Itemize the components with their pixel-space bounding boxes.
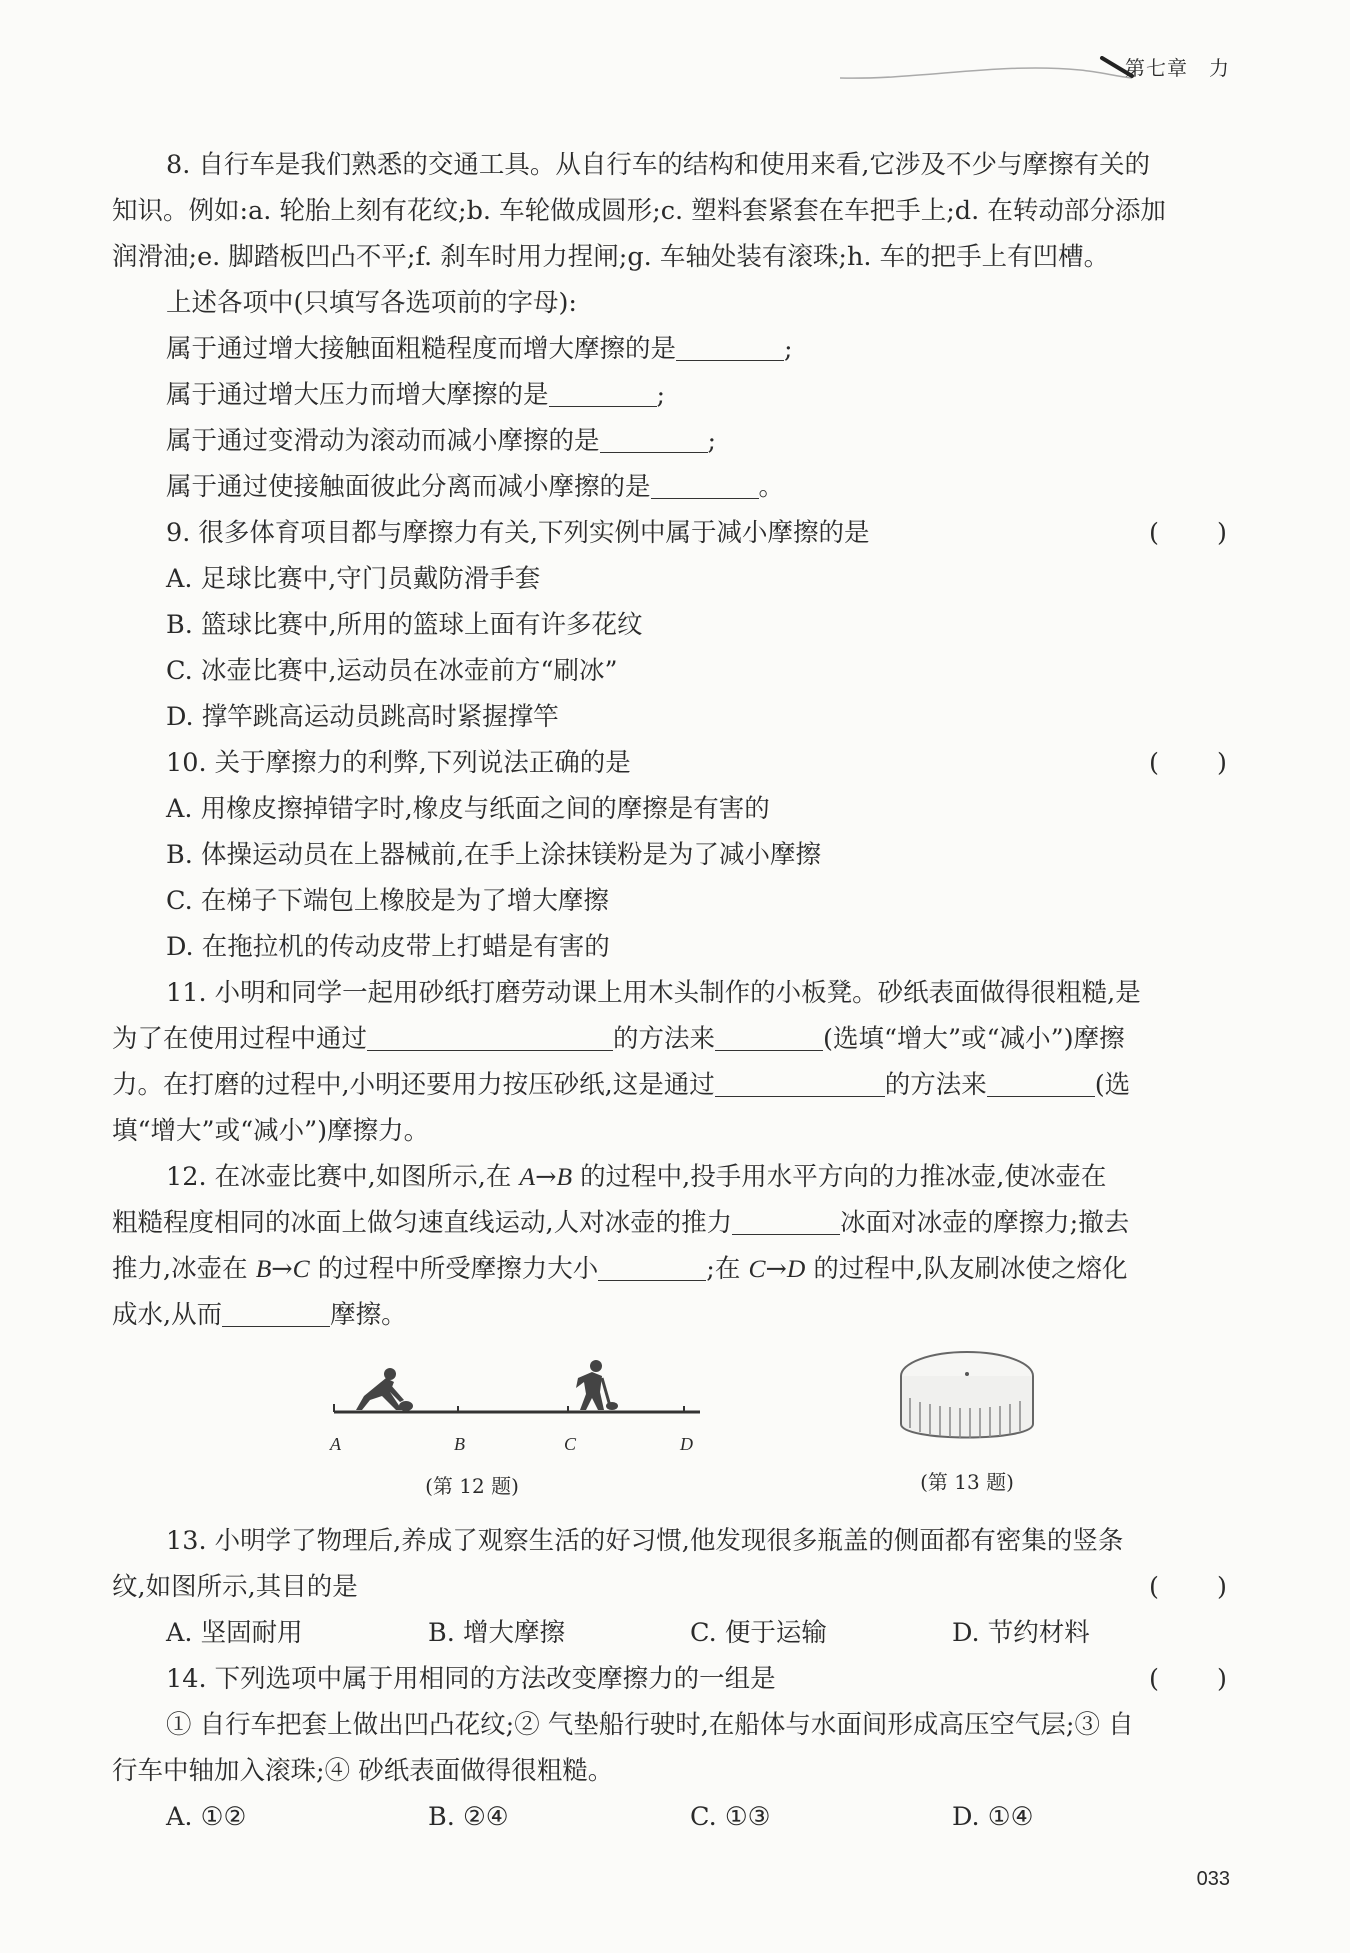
header-swoosh-decoration (840, 56, 1140, 86)
answer-blank[interactable] (222, 1296, 330, 1327)
answer-blank[interactable] (732, 1204, 840, 1235)
q9-option-c: C. 冰壶比赛中,运动员在冰壶前方“刷冰” (166, 656, 618, 686)
answer-blank[interactable] (549, 376, 657, 407)
q13-line1: 13. 小明学了物理后,养成了观察生活的好习惯,他发现很多瓶盖的侧面都有密集的竖条 (166, 1526, 1124, 1556)
q10-option-a: A. 用橡皮擦掉错字时,橡皮与纸面之间的摩擦是有害的 (166, 794, 770, 824)
q14-option-d[interactable]: D. ①④ (952, 1802, 1034, 1832)
q8-line4: 上述各项中(只填写各选项前的字母): (166, 288, 577, 318)
q10-option-c: C. 在梯子下端包上橡胶是为了增大摩擦 (166, 886, 609, 916)
q8-sub4: 属于通过使接触面彼此分离而减小摩擦的是 。 (112, 464, 1227, 510)
q13-line2: 纹,如图所示,其目的是 ( ) (112, 1564, 1227, 1610)
answer-blank[interactable] (598, 1250, 706, 1281)
q10-option-d: D. 在拖拉机的传动皮带上打蜡是有害的 (166, 932, 610, 962)
figure-12-caption: (第 12 题) (425, 1474, 519, 1498)
figures-row (112, 1338, 1227, 1518)
curling-illustration (330, 1356, 704, 1436)
answer-paren[interactable]: ( ) (1149, 1572, 1227, 1602)
answer-paren[interactable]: ( ) (1149, 1664, 1227, 1694)
q11-line3: 力。在打磨的过程中,小明还要用力按压砂纸,这是通过 的方法来 (选 (112, 1062, 1227, 1108)
q11-line1: 11. 小明和同学一起用砂纸打磨劳动课上用木头制作的小板凳。砂纸表面做得很粗糙,是 (166, 978, 1141, 1008)
q8-sub2: 属于通过增大压力而增大摩擦的是 ; (112, 372, 1227, 418)
q9-option-a: A. 足球比赛中,守门员戴防滑手套 (166, 564, 541, 594)
q9-stem: 9. 很多体育项目都与摩擦力有关,下列实例中属于减小摩擦的是 ( ) (112, 510, 1227, 556)
answer-blank[interactable] (715, 1066, 885, 1097)
q10-stem: 10. 关于摩擦力的利弊,下列说法正确的是 ( ) (112, 740, 1227, 786)
answer-blank[interactable] (715, 1020, 823, 1051)
q8-sub1: 属于通过增大接触面粗糙程度而增大摩擦的是 ; (112, 326, 1227, 372)
answer-blank[interactable] (367, 1020, 613, 1051)
q13-options (112, 1610, 1227, 1656)
q14-option-b[interactable]: B. ②④ (428, 1802, 509, 1832)
q11-line2: 为了在使用过程中通过 的方法来 (选填“增大”或“减小”)摩擦 (112, 1016, 1227, 1062)
answer-blank[interactable] (600, 422, 708, 453)
sweeper-figure (576, 1360, 618, 1410)
q12-line1: 12. 在冰壶比赛中,如图所示,在 A→B 的过程中,投手用水平方向的力推冰壶,使冰壶在 (166, 1162, 1107, 1192)
q12-line4: 成水,从而 摩擦。 (112, 1292, 1227, 1338)
q14-option-a[interactable]: A. ①② (166, 1802, 247, 1832)
q14-line2: 行车中轴加入滚珠;④ 砂纸表面做得很粗糙。 (112, 1756, 614, 1786)
q10-option-b: B. 体操运动员在上器械前,在手上涂抹镁粉是为了减小摩擦 (166, 840, 822, 870)
q8-sub3: 属于通过变滑动为滚动而减小摩擦的是 ; (112, 418, 1227, 464)
q13-option-d[interactable]: D. 节约材料 (952, 1618, 1090, 1648)
page-number: 033 (1196, 1868, 1230, 1890)
chapter-title: 第七章 力 (1125, 55, 1230, 80)
page-content (112, 142, 1227, 1840)
figure-13-caption: (第 13 题) (920, 1470, 1014, 1494)
figure-12 (330, 1356, 704, 1499)
q9-option-b: B. 篮球比赛中,所用的篮球上面有许多花纹 (166, 610, 643, 640)
q12-line2: 粗糙程度相同的冰面上做匀速直线运动,人对冰壶的推力 冰面对冰壶的摩擦力;撤去 (112, 1200, 1227, 1246)
figure-13 (892, 1346, 1042, 1495)
q13-option-a[interactable]: A. 坚固耐用 (166, 1618, 303, 1648)
answer-blank[interactable] (651, 468, 759, 499)
q13-option-c[interactable]: C. 便于运输 (690, 1618, 827, 1648)
q14-option-c[interactable]: C. ①③ (690, 1802, 771, 1832)
q14-line1: ① 自行车把套上做出凹凸花纹;② 气垫船行驶时,在船体与水面间形成高压空气层;③ 自 (166, 1710, 1134, 1740)
q9-option-d: D. 撑竿跳高运动员跳高时紧握撑竿 (166, 702, 559, 732)
q8-line2: 知识。例如:a. 轮胎上刻有花纹;b. 车轮做成圆形;c. 塑料套紧套在车把手上;d. 在转动部分添加 (112, 196, 1166, 226)
q11-line4: 填“增大”或“减小”)摩擦力。 (112, 1116, 430, 1146)
point-labels: A B C D (330, 1434, 693, 1454)
chapter-header (1125, 46, 1230, 86)
q12-line3: 推力,冰壶在 B→C 的过程中所受摩擦力大小 ;在 C→D 的过程中,队友刷冰使之熔化 (112, 1246, 1227, 1292)
q14-options (112, 1794, 1227, 1840)
bottle-cap-illustration (892, 1346, 1042, 1456)
q14-stem: 14. 下列选项中属于用相同的方法改变摩擦力的一组是 ( ) (112, 1656, 1227, 1702)
answer-paren[interactable]: ( ) (1149, 748, 1227, 778)
answer-paren[interactable]: ( ) (1149, 518, 1227, 548)
q8-line1: 8. 自行车是我们熟悉的交通工具。从自行车的结构和使用来看,它涉及不少与摩擦有关的 (166, 150, 1151, 180)
thrower-figure (356, 1368, 413, 1411)
q8-line3: 润滑油;e. 脚踏板凹凸不平;f. 刹车时用力捏闸;g. 车轴处装有滚珠;h. 车的把手上有凹槽。 (112, 242, 1110, 272)
q13-option-b[interactable]: B. 增大摩擦 (428, 1618, 565, 1648)
answer-blank[interactable] (987, 1066, 1095, 1097)
answer-blank[interactable] (676, 330, 784, 361)
